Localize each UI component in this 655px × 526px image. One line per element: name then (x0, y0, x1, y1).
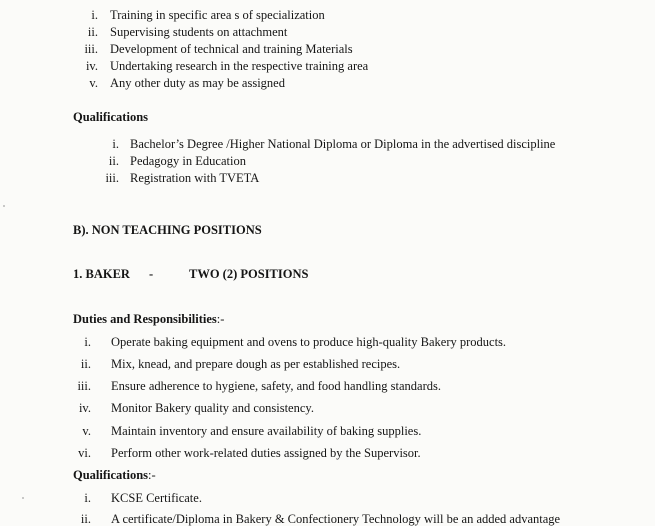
list-item: Perform other work-related duties assigned by the Supervisor. (111, 446, 421, 460)
scan-speck (22, 497, 24, 499)
qualifications-heading-2-suffix: :- (148, 468, 156, 482)
list-number: iv. (85, 59, 98, 73)
qualifications-heading-2 (73, 468, 156, 482)
list-item: Training in specific area s of specialization (110, 8, 325, 22)
scan-speck (3, 205, 5, 207)
list-number: iv. (78, 401, 91, 415)
list-item: Development of technical and training Materials (110, 42, 353, 56)
list-number: ii. (87, 25, 98, 39)
list-item: KCSE Certificate. (111, 491, 202, 505)
qualifications-heading: Qualifications (73, 110, 149, 124)
list-item: Operate baking equipment and ovens to produce high-quality Bakery products. (111, 335, 507, 349)
list-number: ii. (108, 154, 119, 168)
list-item: Mix, knead, and prepare dough as per established recipes. (111, 357, 401, 371)
list-number: ii. (80, 512, 91, 526)
position-title: 1. BAKER (73, 267, 130, 281)
qualifications-heading-2-label: Qualifications (73, 468, 149, 482)
list-item: Bachelor’s Degree /Higher National Diploma or Diploma in the advertised discipline (130, 137, 556, 151)
list-number: v. (89, 76, 98, 90)
list-item: Registration with TVETA (130, 171, 260, 185)
list-number: iii. (77, 379, 91, 393)
duties-heading (73, 312, 224, 326)
list-number: i. (112, 137, 119, 151)
position-dash: - (149, 267, 154, 281)
position-count: TWO (2) POSITIONS (189, 267, 309, 281)
list-number: ii. (80, 357, 91, 371)
list-number: v. (82, 424, 91, 438)
list-number: iii. (105, 171, 119, 185)
list-item: Ensure adherence to hygiene, safety, and food handling standards. (111, 379, 441, 393)
section-heading: B). NON TEACHING POSITIONS (73, 223, 262, 237)
list-item: Maintain inventory and ensure availability of baking supplies. (111, 424, 422, 438)
list-number: iii. (84, 42, 98, 56)
list-item: Pedagogy in Education (130, 154, 246, 168)
list-number: i. (84, 335, 91, 349)
list-item: Supervising students on attachment (110, 25, 288, 39)
duties-heading-suffix: :- (216, 312, 225, 326)
list-item: Any other duty as may be assigned (110, 76, 285, 90)
list-number: i. (91, 8, 98, 22)
list-number: vi. (78, 446, 91, 460)
list-item: Monitor Bakery quality and consistency. (111, 401, 314, 415)
list-number: i. (84, 491, 91, 505)
list-item: A certificate/Diploma in Bakery & Confectionery Technology will be an added advantage (111, 512, 561, 526)
duties-heading-label: Duties and Responsibilities (73, 312, 217, 326)
list-item: Undertaking research in the respective training area (110, 59, 369, 73)
